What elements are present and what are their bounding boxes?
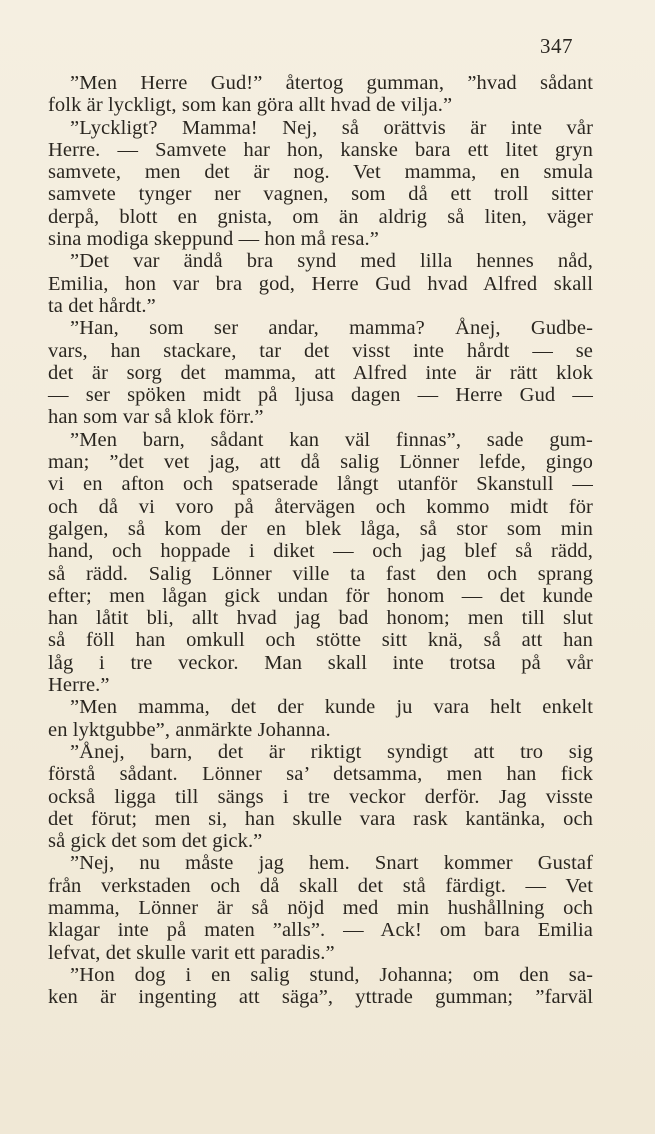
- text-line: samvete tynger ner vagnen, som då ett troll sitter: [48, 183, 593, 206]
- text-line: det förut; men si, han skulle vara rask kantänka, och: [48, 807, 593, 830]
- text-line: hand, och hoppade i diket — och jag blef så rädd,: [48, 540, 593, 563]
- text-line: lefvat, det skulle varit ett paradis.”: [48, 941, 335, 964]
- text-line: vars, han stackare, tar det visst inte hårdt — se: [48, 339, 593, 362]
- text-line: så gick det som det gick.”: [48, 830, 263, 853]
- text-line: ”Nej, nu måste jag hem. Snart kommer Gustaf: [70, 852, 593, 875]
- text-line: ”Men Herre Gud!” återtog gumman, ”hvad sådant: [70, 72, 593, 94]
- text-line: och då vi voro på återvägen och kommo midt för: [48, 495, 593, 518]
- text-line: han som var så klok förr.”: [48, 406, 264, 429]
- text-line: sina modiga skeppund — hon må resa.”: [48, 228, 379, 251]
- text-line: så föll han omkull och stötte sitt knä, så att han: [48, 629, 593, 652]
- text-line: en lyktgubbe”, anmärkte Johanna.: [48, 718, 331, 741]
- text-line: ”Hon dog i en salig stund, Johanna; om den sa-: [70, 963, 593, 986]
- text-line: efter; men lågan gick undan för honom — det kunde: [48, 584, 593, 607]
- text-line: ”Det var ändå bra synd med lilla hennes nåd,: [70, 250, 593, 273]
- text-line: också ligga till sängs i tre veckor derför. Jag visste: [48, 785, 593, 808]
- text-line: galgen, så kom der en blek låga, så stor som min: [48, 517, 593, 540]
- text-line: Emilia, hon var bra god, Herre Gud hvad Alfred skall: [48, 272, 593, 295]
- text-line: ”Ånej, barn, det är riktigt syndigt att tro sig: [70, 740, 593, 763]
- text-line: ”Men barn, sådant kan väl finnas”, sade gum-: [70, 428, 593, 451]
- page-number: 347: [540, 34, 573, 58]
- text-line: så rädd. Salig Lönner ville ta fast den och sprang: [48, 562, 593, 585]
- text-line: samvete, men det är nog. Vet mamma, en smula: [48, 161, 593, 184]
- text-line: låg i tre veckor. Man skall inte trotsa på vår: [48, 651, 593, 674]
- text-line: man; ”det vet jag, att då salig Lönner lefde, gingo: [48, 451, 593, 474]
- body-text: [48, 72, 593, 1008]
- text-line: folk är lyckligt, som kan göra allt hvad de vilja.”: [48, 94, 453, 117]
- text-line: Herre. — Samvete har hon, kanske bara ett litet gryn: [48, 138, 593, 161]
- text-line: klagar inte på maten ”alls”. — Ack! om bara Emilia: [48, 919, 593, 942]
- text-line: förstå sådant. Lönner sa’ detsamma, men han fick: [48, 763, 593, 786]
- text-line: mamma, Lönner är så nöjd med min hushållning och: [48, 896, 593, 919]
- text-line: från verkstaden och då skall det stå färdigt. — Vet: [48, 874, 593, 897]
- text-line: ”Lyckligt? Mamma! Nej, så orättvis är inte vår: [70, 116, 593, 139]
- text-line: ”Han, som ser andar, mamma? Ånej, Gudbe-: [70, 317, 593, 340]
- text-line: det är sorg det mamma, att Alfred inte är rätt klok: [48, 361, 593, 384]
- text-line: — ser spöken midt på ljusa dagen — Herre Gud —: [48, 384, 593, 407]
- text-line: Herre.”: [48, 674, 110, 697]
- text-line: ”Men mamma, det der kunde ju vara helt enkelt: [70, 696, 593, 719]
- text-line: vi en afton och spatserade långt utanför Skanstull —: [48, 473, 593, 496]
- text-line: ta det hårdt.”: [48, 294, 156, 317]
- text-line: derpå, blott en gnista, om än aldrig så liten, väger: [48, 205, 593, 228]
- text-line: han låtit bli, allt hvad jag bad honom; men till slut: [48, 607, 593, 630]
- text-line: ken är ingenting att säga”, yttrade gumman; ”farväl: [48, 986, 593, 1009]
